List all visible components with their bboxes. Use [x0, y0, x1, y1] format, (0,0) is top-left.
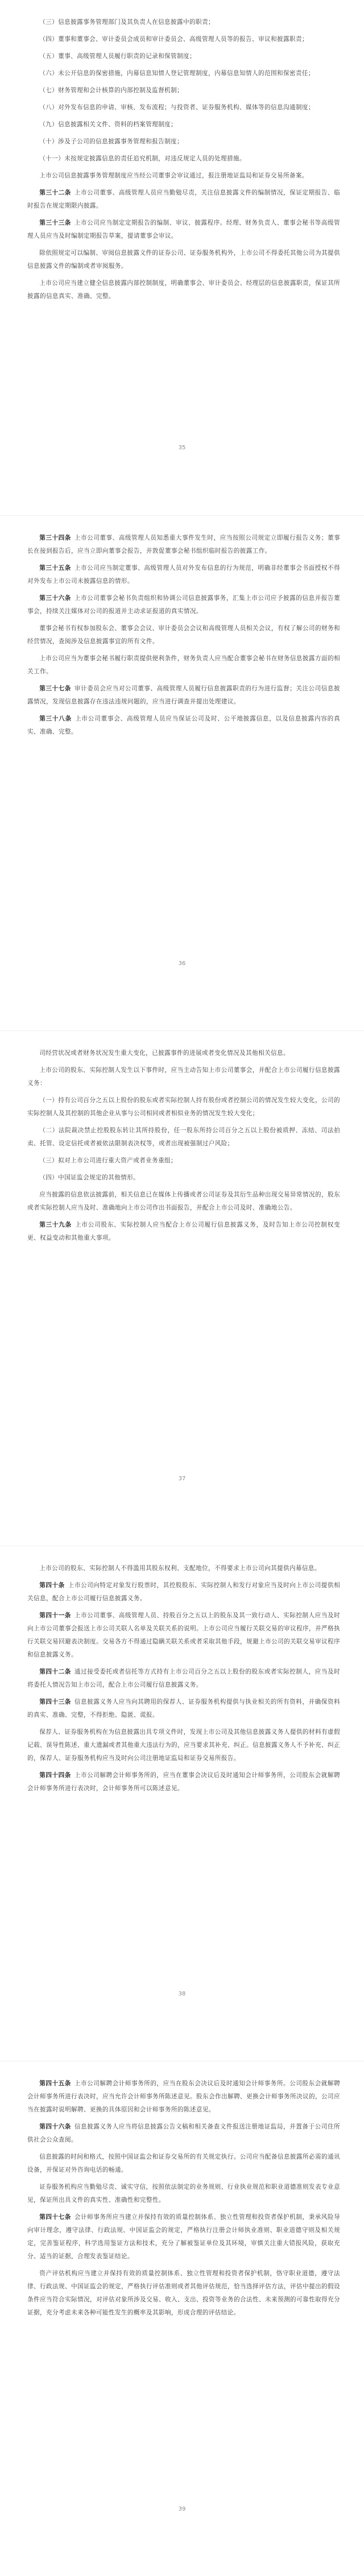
- paragraph-text: 董事会秘书有权参加股东会、董事会会议、审计委员会会议和高级管理人员相关会议，有权了解公司的财务和经营情况，查阅涉及信息披露事宜的所有文件。: [27, 625, 340, 645]
- paragraph-text: 上市公司的股东、实际控制人发生以下事件时，应当主动告知上市公司董事会，并配合上市公司履行信息披露义务：: [27, 1067, 340, 1087]
- paragraph: [27, 16, 340, 29]
- paragraph-text: （八）对外发布信息的申请、审核、发布流程；与投资者、证券服务机构、媒体等的信息沟通制度；: [39, 104, 315, 111]
- paragraph: [27, 2121, 340, 2147]
- paragraph-text: 上市公司董事、高级管理人员、持股百分之五以上的股东及其一致行动人、实际控制人应当及时向上市公司董事会报送上市公司关联人名单及关联关系的说明。上市公司应当履行关联交易的审议程序，并严格执行关联交易回避表决制度。交易各方不得通过隐瞒关联关系或者采取其他手段，规避上市公司的关联交易审议程序和信息披露义务。: [27, 1612, 341, 1658]
- paragraph: [27, 187, 340, 213]
- paragraph: [27, 118, 340, 131]
- paragraph-text: （十）涉及子公司的信息披露事务管理和报告制度；: [39, 138, 184, 145]
- paragraph: [27, 1171, 340, 1185]
- paragraph-text: （四）董事和董事会、审计委员会成员和审计委员会、高级管理人员等的报告、审议和披露职责；: [39, 36, 308, 43]
- paragraph: [27, 1064, 340, 1090]
- article-number: 第四十一条: [39, 1612, 71, 1619]
- paragraph: [27, 622, 340, 648]
- paragraph: [27, 1219, 340, 1245]
- paragraph: [27, 247, 340, 273]
- paragraph: [27, 1094, 340, 1120]
- paragraph: [27, 1047, 340, 1060]
- document-page: [0, 515, 364, 1030]
- paragraph-text: 信息披露义务人应当向其聘用的保荐人、证券服务机构提供与执业相关的所有资料，并确保资料的真实、准确、完整，不得拒绝、隐匿、谎报。: [27, 1699, 341, 1718]
- paragraph-text: 会计师事务所应当建立并保持有效的质量控制体系、独立性管理和投资者保护机制，秉承风险导向审计理念，遵守法律、行政法规、中国证监会的规定，严格执行注册会计师执业准则、职业道德守则及相关规定，完善鉴证程序，科学选用鉴证方法和技术，充分了解被鉴证单位及其环境，审慎关注重大错报风险，获取充分、适当的证据，合理发表鉴证结论。: [27, 2214, 341, 2260]
- paragraph: [27, 67, 340, 80]
- article-number: 第三十三条: [39, 220, 71, 226]
- paragraph: [27, 217, 340, 243]
- paragraph: [27, 84, 340, 97]
- paragraph-text: （四）中国证监会规定的其他情形。: [39, 1174, 140, 1181]
- paragraph-text: 上市公司信息披露事务管理制度应当经公司董事会审议通过，报注册地证监局和证券交易所备案。: [39, 172, 308, 179]
- paragraph: [27, 713, 340, 739]
- article-number: 第三十八条: [39, 715, 72, 722]
- paragraph-text: （三）信息披露事务管理部门及其负责人在信息披露中的职责；: [39, 19, 215, 26]
- paragraph: [27, 532, 340, 558]
- article-number: 第四十二条: [39, 1668, 71, 1675]
- paragraph-text: 上市公司应当制定定期报告的编制、审议、披露程序。经理、财务负责人、董事会秘书等高级管理人员应当及时编制定期报告草案，提请董事会审议。: [27, 220, 341, 239]
- article-number: 第四十条: [39, 1582, 65, 1589]
- paragraph-text: （一）持有公司百分之五以上股份的股东或者实际控制人持有股份或者控制公司的情况发生较大变化，公司的实际控制人及其控制的其他企业从事与公司相同或者相似业务的情况发生较大变化；: [27, 1097, 340, 1117]
- article-number: 第三十五条: [39, 565, 71, 571]
- paragraph-text: 上市公司董事、高级管理人员知悉重大事件发生时，应当按照公司规定立即履行报告义务；董事长在接到报告后，应当立即向董事会报告，并敦促董事会秘书组织临时报告的披露工作。: [27, 535, 341, 554]
- paragraph: [27, 2077, 340, 2117]
- document-page: [0, 0, 364, 515]
- paragraph-text: 保荐人、证券服务机构在为信息披露出具专项文件时，发现上市公司及其他信息披露义务人提供的材料有虚假记载、误导性陈述、重大遗漏或者其他重大违法行为的，应当要求其补充、纠正。信息披露义务人不予补充、纠正的，保荐人、证券服务机构应当及时向公司注册地证监局和证券交易所报告。: [27, 1729, 340, 1762]
- paragraph: [27, 50, 340, 63]
- paragraph: [27, 1609, 340, 1662]
- paragraph-text: 上市公司应当为董事会秘书履行职责提供便利条件，财务负责人应当配合董事会秘书在财务信息披露方面的相关工作。: [27, 655, 340, 675]
- paragraph-text: （二）法院裁决禁止控股股东转让其所持股份，任一股东所持公司百分之五以上股份被质押、冻结、司法拍卖、托管、设定信托或者被依法限制表决权等，或者出现被强制过户风险；: [27, 1127, 340, 1147]
- paragraph-text: 信息披露义务人应当将信息披露公告文稿和相关备查文件报送注册地证监局，并置备于公司住所供社会公众查阅。: [27, 2123, 341, 2143]
- paragraph-text: 上市公司解聘会计师事务所的，应当在董事会决议后及时通知会计师事务所，公司股东会就解聘会计师事务所进行表决时，会计师事务所可以陈述意见。: [27, 1772, 341, 1792]
- paragraph: [27, 1124, 340, 1150]
- paragraph-text: （六）未公开信息的保密措施，内幕信息知情人登记管理制度，内幕信息知情人的范围和保密责任；: [39, 70, 315, 77]
- paragraph: [27, 135, 340, 148]
- paragraph: [27, 169, 340, 183]
- paragraph: [27, 682, 340, 709]
- article-number: 第四十五条: [39, 2080, 71, 2087]
- paragraph-text: 上市公司应当制定董事、高级管理人员对外发布信息的行为规范，明确非经董事会书面授权不得对外发布上市公司未披露信息的情形。: [27, 565, 341, 585]
- article-number: 第四十七条: [39, 2214, 71, 2221]
- article-number: 第四十三条: [39, 1699, 71, 1705]
- document-page: [0, 1546, 364, 2061]
- document-page: [0, 2061, 364, 2576]
- paragraph: [27, 1154, 340, 1167]
- paragraph-text: 上市公司董事会秘书负责组织和协调公司信息披露事务，汇集上市公司应予披露的信息并报告董事会，持续关注媒体对公司的报道并主动求证报道的真实情况。: [27, 595, 341, 615]
- paragraph-text: （七）财务管理和会计核算的内部控制及监督机制；: [39, 87, 184, 94]
- page-number: 38: [178, 1991, 186, 1997]
- page-number: 39: [178, 2506, 186, 2512]
- paragraph-text: （九）信息披露相关文件、资料的档案管理制度；: [39, 121, 177, 128]
- paragraph: [27, 2267, 340, 2320]
- paragraph: [27, 152, 340, 165]
- paragraph-text: （五）董事、高级管理人员履行职责的记录和保管制度；: [39, 53, 196, 60]
- paragraph: [27, 1562, 340, 1575]
- paragraph: [27, 2181, 340, 2207]
- paragraph: [27, 1769, 340, 1795]
- article-number: 第三十七条: [39, 685, 71, 692]
- paragraph: [27, 592, 340, 618]
- paragraph: [27, 101, 340, 114]
- paragraph-text: 除依照规定可以编制、审阅信息披露文件的证券公司、证券服务机构外，上市公司不得委托其他公司为其提供信息披露文件的编制或者审阅服务。: [27, 250, 340, 270]
- paragraph: [27, 1726, 340, 1765]
- paragraph-text: 资产评估机构应当建立并保持有效的质量控制体系、独立性管理和投资者保护机制，恪守职业道德，遵守法律、行政法规、中国证监会的规定，严格执行评估准则或者其他评估规范，恰当选择评估方法，评估中提出的假设条件应当符合实际情况，对评估对象所涉及交易、收入、支出、投资等业务的合法性、未来预测的可靠性取得充分证据，充分考虑未来各种可能性发生的概率及其影响，形成合理的评估结论。: [27, 2270, 340, 2316]
- article-number: 第四十四条: [39, 1772, 71, 1779]
- article-number: 第四十六条: [39, 2123, 71, 2130]
- paragraph-text: 通过接受委托或者信托等方式持有上市公司百分之五以上股份的股东或者实际控制人，应当及时将委托人情况告知上市公司，配合上市公司履行信息披露义务。: [27, 1668, 341, 1688]
- paragraph-text: 上市公司董事、高级管理人员应当勤勉尽责，关注信息披露文件的编制情况，保证定期报告、临时报告在规定期限内披露。: [27, 189, 341, 209]
- paragraph: [27, 2151, 340, 2177]
- paragraph-text: 审计委员会应当对公司董事、高级管理人员履行信息披露职责的行为进行监督；关注公司信息披露情况，发现信息披露存在违法违规问题的，应当进行调查并提出处理建议。: [27, 685, 341, 705]
- paragraph-text: 证券服务机构应当勤勉尽责、诚实守信，按照依法制定的业务规则、行业执业规范和职业道德准则发表专业意见，保证所出具文件的真实性、准确性和完整性。: [27, 2184, 340, 2204]
- document-page: [0, 1030, 364, 1546]
- paragraph: [27, 2211, 340, 2263]
- paragraph-text: 上市公司的股东、实际控制人不得滥用其股东权利、支配地位，不得要求上市公司向其提供内幕信息。: [39, 1565, 321, 1572]
- paragraph: [27, 1696, 340, 1722]
- article-number: 第三十四条: [39, 535, 71, 541]
- paragraph-text: 信息披露的时间和格式，按照中国证监会和证券交易所的有关规定执行。公司应当配备信息披露所必需的通讯设备，并保证对外咨询电话的畅通。: [27, 2153, 340, 2173]
- paragraph: [27, 652, 340, 678]
- paragraph: [27, 562, 340, 588]
- page-number: 35: [178, 445, 186, 451]
- article-number: 第三十六条: [39, 595, 71, 602]
- paragraph-text: 上市公司解聘会计师事务所的，应当在股东会决议后及时通知会计师事务所。公司股东会就解聘会计师事务所进行表决时，应当允许会计师事务所陈述意见。股东会作出解聘、更换会计师事务所决议的，公司应当在披露时说明解聘、更换的具体原因和会计师事务所的陈述意见。: [27, 2080, 341, 2113]
- page-number: 36: [178, 960, 186, 967]
- paragraph: [27, 277, 340, 303]
- paragraph-text: （十一）未按规定披露信息的责任追究机制，对违反规定人员的处理措施。: [39, 155, 246, 162]
- paragraph: [27, 1579, 340, 1605]
- paragraph: [27, 1666, 340, 1692]
- paragraph-text: 上市公司应当建立健全信息披露内部控制制度，明确董事会、审计委员会、经理层的信息披露职责，保证其所披露的信息真实、准确、完整。: [27, 280, 340, 300]
- paragraph: [27, 1188, 340, 1215]
- paragraph-text: 司经营状况或者财务状况发生重大变化，已披露事件的进展或者变化情况及其他相关信息。: [39, 1050, 289, 1057]
- article-number: 第三十二条: [39, 189, 71, 196]
- page-number: 37: [178, 1476, 186, 1482]
- paragraph-text: 上市公司向特定对象发行股票时，其控股股东、实际控制人和发行对象应当及时向上市公司提供相关信息，配合上市公司履行信息披露义务。: [27, 1582, 340, 1602]
- paragraph: [27, 33, 340, 46]
- article-number: 第三十九条: [39, 1221, 72, 1228]
- paragraph-text: （三）拟对上市公司进行重大资产或者业务重组；: [39, 1157, 177, 1164]
- paragraph-text: 上市公司股东、实际控制人应当配合上市公司履行信息披露义务，及时告知上市公司控制权变更、权益变动和其他重大事项。: [27, 1221, 340, 1241]
- paragraph-text: 上市公司董事会、高级管理人员应当保证公司及时、公平地披露信息，以及信息披露内容的真实、准确、完整。: [27, 715, 340, 735]
- paragraph-text: 应当披露的信息依法披露前，相关信息已在媒体上传播或者公司证券及其衍生品种出现交易异常情况的，股东或者实际控制人应当及时、准确地向上市公司作出书面报告，并配合上市公司及时、准确地公告。: [27, 1191, 340, 1211]
